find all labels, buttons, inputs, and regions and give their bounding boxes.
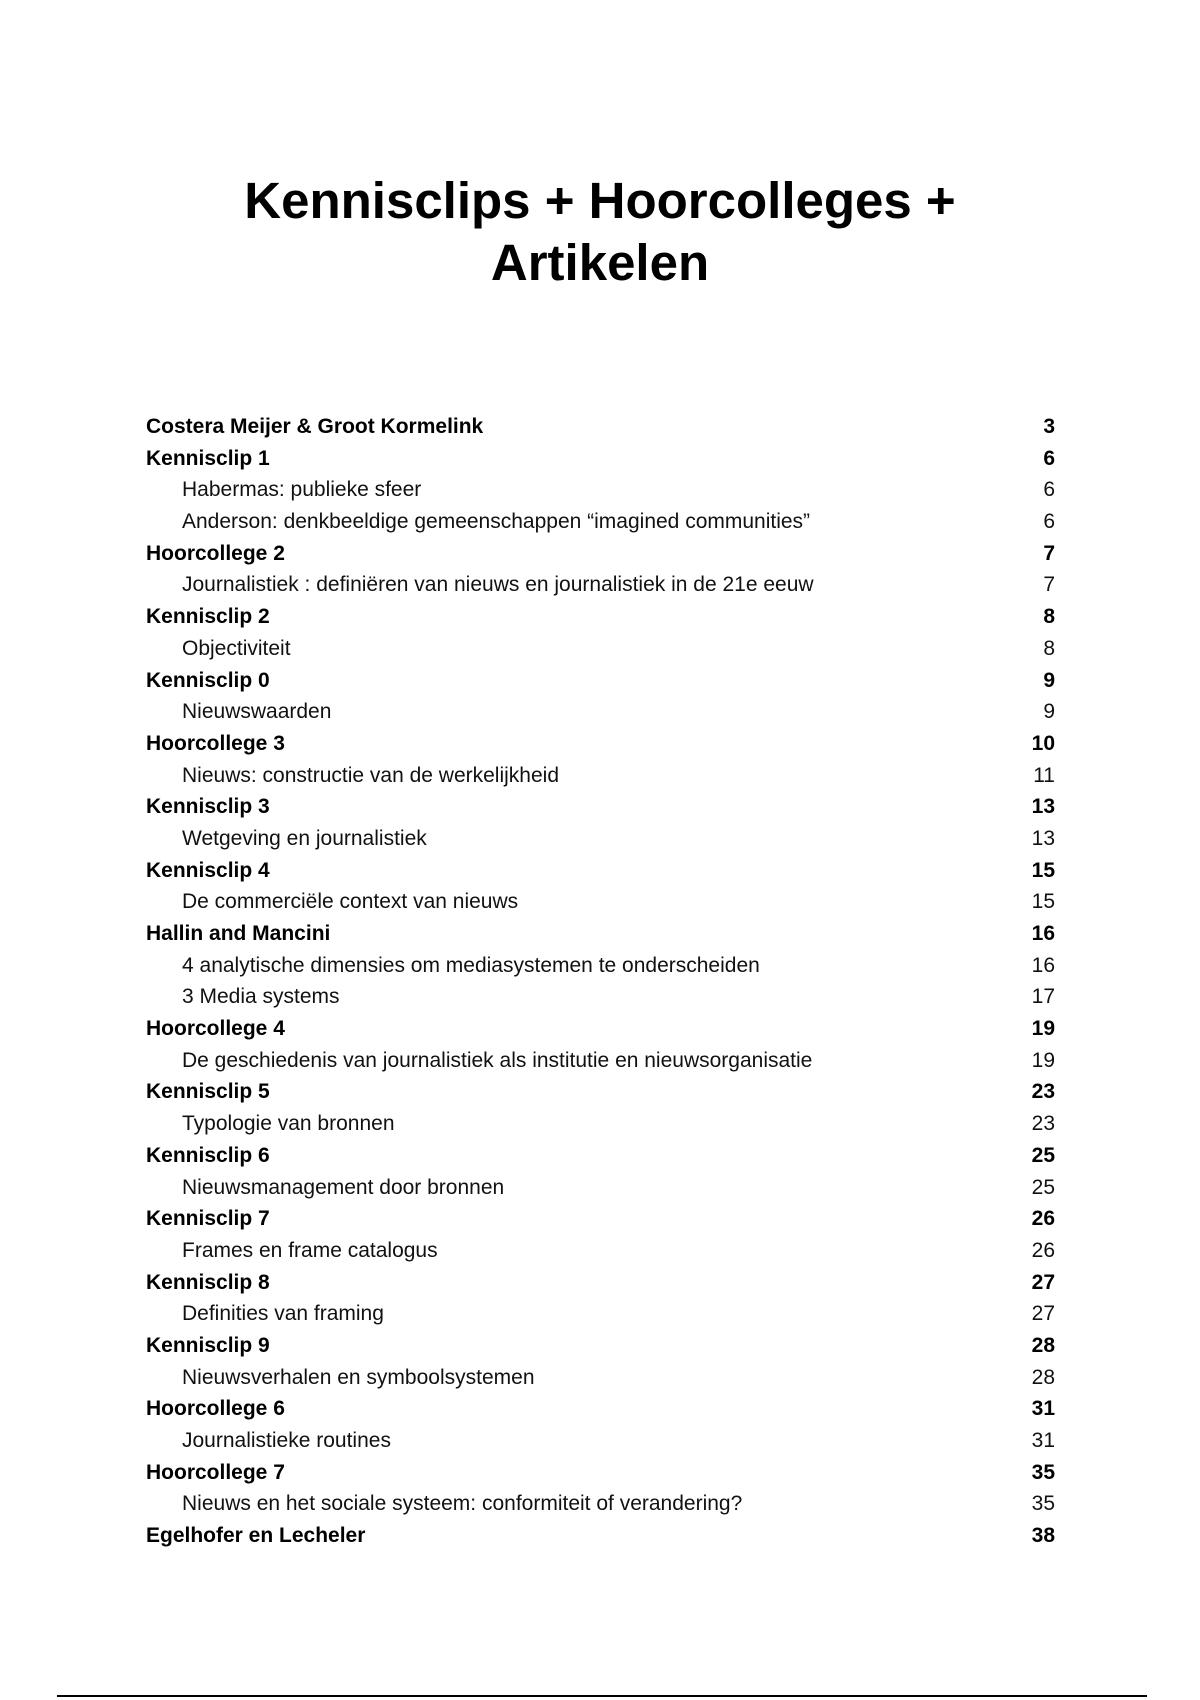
toc-entry-title[interactable]: De geschiedenis van journalistiek als institutie en nieuwsorganisatie (182, 1048, 813, 1072)
toc-entry-heading[interactable] (146, 728, 1055, 760)
toc-entry-page-number[interactable]: 13 (1031, 795, 1055, 819)
toc-entry-subheading[interactable] (146, 569, 1055, 601)
toc-entry-page-number[interactable]: 16 (1031, 922, 1055, 945)
toc-entry-title[interactable]: Habermas: publieke sfeer (182, 478, 422, 502)
toc-entry-page-number[interactable]: 10 (1031, 731, 1055, 755)
toc-entry-title[interactable]: Definities van framing (182, 1302, 384, 1326)
table-of-contents (146, 411, 1055, 1552)
toc-entry-heading[interactable] (146, 1330, 1055, 1362)
toc-entry-title[interactable]: Frames en frame catalogus (182, 1238, 438, 1262)
toc-entry-heading[interactable] (146, 411, 1055, 443)
toc-entry-page-number[interactable]: 19 (1031, 1017, 1055, 1041)
toc-entry-page-number[interactable]: 15 (1031, 890, 1055, 914)
toc-entry-page-number[interactable]: 6 (1043, 510, 1055, 534)
toc-entry-subheading[interactable] (146, 633, 1055, 665)
toc-entry-page-number[interactable]: 11 (1033, 763, 1055, 787)
toc-entry-title[interactable]: Kennisclip 9 (146, 1333, 270, 1357)
title-line-2: Artikelen (490, 234, 710, 291)
page-bottom-rule (57, 1695, 1147, 1697)
toc-entry-page-number[interactable]: 28 (1031, 1333, 1055, 1357)
toc-entry-title[interactable]: De commerciële context van nieuws (182, 890, 519, 914)
toc-entry-subheading[interactable] (146, 474, 1055, 506)
toc-entry-title[interactable]: Egelhofer en Lecheler (146, 1524, 366, 1548)
toc-entry-title[interactable]: Kennisclip 0 (146, 668, 270, 692)
toc-entry-title[interactable]: Anderson: denkbeeldige gemeenschappen “imagined communities” (182, 510, 811, 534)
toc-entry-title[interactable]: Kennisclip 4 (146, 858, 270, 882)
toc-entry-page-number[interactable]: 3 (1043, 415, 1055, 438)
toc-entry-heading[interactable] (146, 1267, 1055, 1299)
toc-entry-page-number[interactable]: 7 (1043, 573, 1055, 597)
toc-entry-heading[interactable] (146, 1013, 1055, 1045)
toc-entry-title[interactable]: Kennisclip 2 (146, 605, 270, 629)
toc-entry-title[interactable]: Kennisclip 6 (146, 1143, 270, 1167)
toc-entry-title[interactable]: 3 Media systems (182, 985, 340, 1009)
toc-entry-subheading[interactable] (146, 886, 1055, 918)
toc-entry-page-number[interactable]: 7 (1043, 541, 1055, 565)
toc-entry-title[interactable]: Hallin and Mancini (146, 922, 331, 945)
toc-entry-title[interactable]: Hoorcollege 7 (146, 1460, 285, 1484)
toc-entry-subheading[interactable] (146, 1298, 1055, 1330)
toc-entry-title[interactable]: Costera Meijer & Groot Kormelink (146, 415, 484, 438)
toc-entry-subheading[interactable] (146, 1108, 1055, 1140)
toc-entry-subheading[interactable] (146, 1045, 1055, 1077)
toc-entry-heading[interactable] (146, 1140, 1055, 1172)
toc-entry-heading[interactable] (146, 1457, 1055, 1489)
title-line-1: Kennisclips + Hoorcolleges + (244, 172, 956, 229)
toc-entry-heading[interactable] (146, 918, 1055, 950)
toc-entry-heading[interactable] (146, 538, 1055, 570)
toc-entry-title[interactable]: 4 analytische dimensies om mediasystemen te onderscheiden (182, 953, 760, 977)
toc-entry-subheading[interactable] (146, 981, 1055, 1013)
toc-entry-heading[interactable] (146, 1393, 1055, 1425)
toc-entry-heading[interactable] (146, 443, 1055, 475)
toc-entry-title[interactable]: Typologie van bronnen (182, 1112, 395, 1136)
document-title (0, 170, 1200, 294)
toc-entry-subheading[interactable] (146, 950, 1055, 982)
toc-entry-subheading[interactable] (146, 823, 1055, 855)
toc-entry-title[interactable]: Hoorcollege 4 (146, 1017, 285, 1041)
toc-entry-page-number[interactable]: 38 (1031, 1524, 1055, 1548)
toc-entry-title[interactable]: Nieuws en het sociale systeem: conformiteit of verandering? (182, 1492, 743, 1516)
toc-entry-title[interactable]: Nieuwswaarden (182, 700, 332, 724)
toc-entry-page-number[interactable]: 25 (1031, 1143, 1055, 1167)
toc-entry-page-number[interactable]: 6 (1043, 478, 1055, 502)
toc-entry-page-number[interactable]: 9 (1043, 700, 1055, 724)
toc-entry-heading[interactable] (146, 855, 1055, 887)
toc-entry-page-number[interactable]: 31 (1031, 1429, 1055, 1452)
toc-entry-title[interactable]: Wetgeving en journalistiek (182, 826, 427, 850)
toc-entry-title[interactable]: Journalistiek : definiëren van nieuws en journalistiek in de 21e eeuw (182, 573, 814, 597)
toc-entry-page-number[interactable]: 19 (1031, 1048, 1055, 1072)
toc-entry-title[interactable]: Nieuws: constructie van de werkelijkheid (182, 763, 560, 787)
toc-entry-subheading[interactable] (146, 760, 1055, 792)
toc-entry-title[interactable]: Nieuwsverhalen en symboolsystemen (182, 1365, 535, 1389)
toc-entry-subheading[interactable] (146, 1488, 1055, 1520)
toc-entry-page-number[interactable]: 28 (1031, 1365, 1055, 1389)
toc-entry-heading[interactable] (146, 791, 1055, 823)
toc-entry-page-number[interactable]: 6 (1043, 446, 1055, 470)
toc-entry-page-number[interactable]: 9 (1043, 668, 1055, 692)
toc-entry-subheading[interactable] (146, 696, 1055, 728)
toc-entry-heading[interactable] (146, 601, 1055, 633)
toc-entry-subheading[interactable] (146, 1172, 1055, 1204)
toc-entry-title[interactable]: Kennisclip 5 (146, 1080, 270, 1104)
toc-entry-page-number[interactable]: 27 (1031, 1270, 1055, 1294)
toc-entry-page-number[interactable]: 8 (1043, 636, 1055, 660)
toc-entry-title[interactable]: Hoorcollege 6 (146, 1397, 285, 1421)
toc-entry-page-number[interactable]: 25 (1031, 1175, 1055, 1199)
toc-entry-page-number[interactable]: 23 (1031, 1080, 1055, 1104)
toc-entry-title[interactable]: Objectiviteit (182, 636, 291, 660)
toc-entry-title[interactable]: Hoorcollege 2 (146, 541, 285, 565)
toc-entry-title[interactable]: Nieuwsmanagement door bronnen (182, 1175, 505, 1199)
toc-entry-page-number[interactable]: 26 (1031, 1207, 1055, 1231)
toc-entry-page-number[interactable]: 17 (1031, 985, 1055, 1009)
toc-entry-page-number[interactable]: 26 (1031, 1238, 1055, 1262)
toc-entry-title[interactable]: Kennisclip 8 (146, 1270, 270, 1294)
toc-entry-page-number[interactable]: 35 (1031, 1492, 1055, 1516)
toc-entry-page-number[interactable]: 27 (1031, 1302, 1055, 1326)
toc-entry-page-number[interactable]: 16 (1031, 953, 1055, 977)
toc-entry-subheading[interactable] (146, 1425, 1055, 1457)
toc-entry-heading[interactable] (146, 1520, 1055, 1552)
toc-entry-page-number[interactable]: 31 (1031, 1397, 1055, 1421)
toc-entry-page-number[interactable]: 13 (1031, 826, 1055, 850)
toc-entry-page-number[interactable]: 15 (1031, 858, 1055, 882)
toc-entry-page-number[interactable]: 35 (1031, 1460, 1055, 1484)
toc-entry-title[interactable]: Kennisclip 7 (146, 1207, 270, 1231)
toc-entry-page-number[interactable]: 8 (1043, 605, 1055, 629)
toc-entry-title[interactable]: Hoorcollege 3 (146, 731, 285, 755)
toc-entry-heading[interactable] (146, 1203, 1055, 1235)
toc-entry-heading[interactable] (146, 665, 1055, 697)
toc-entry-title[interactable]: Journalistieke routines (182, 1429, 391, 1452)
toc-entry-title[interactable]: Kennisclip 3 (146, 795, 270, 819)
toc-entry-title[interactable]: Kennisclip 1 (146, 446, 270, 470)
toc-entry-heading[interactable] (146, 1076, 1055, 1108)
toc-entry-subheading[interactable] (146, 506, 1055, 538)
toc-entry-subheading[interactable] (146, 1235, 1055, 1267)
toc-entry-page-number[interactable]: 23 (1031, 1112, 1055, 1136)
toc-entry-subheading[interactable] (146, 1362, 1055, 1394)
